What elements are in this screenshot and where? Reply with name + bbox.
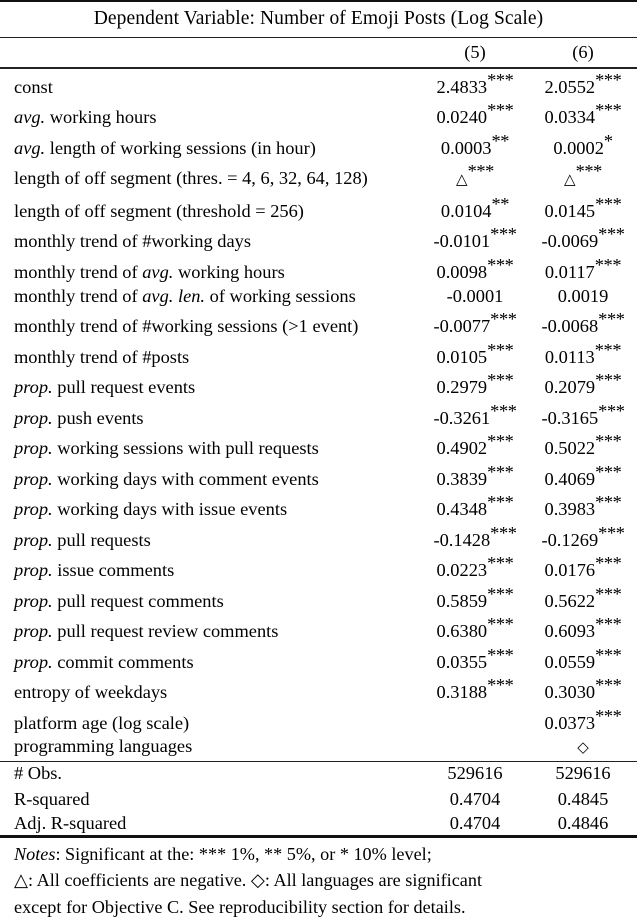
header-spacer bbox=[0, 38, 421, 67]
statistic-col5 bbox=[421, 762, 529, 788]
variable-label-emph: avg. bbox=[14, 107, 46, 128]
coefficient-col6-value: 0.0334 bbox=[544, 107, 596, 128]
variable-label-text: const bbox=[14, 76, 53, 97]
variable-label-text: monthly trend of bbox=[14, 261, 143, 282]
coefficient-col5-value: 0.5859 bbox=[436, 590, 488, 611]
coefficient-col6-value: 0.4069 bbox=[544, 468, 596, 489]
coefficient-col6 bbox=[529, 254, 637, 285]
coefficient-col6-value: 0.5622 bbox=[544, 590, 596, 611]
variable-label-emph: prop. bbox=[14, 621, 53, 642]
coefficient-col5 bbox=[421, 254, 529, 285]
variable-label bbox=[0, 613, 421, 644]
variable-label bbox=[0, 552, 421, 583]
variable-label-text-2: of working sessions bbox=[205, 285, 356, 306]
column-header-5: (5) bbox=[464, 42, 486, 63]
coefficient-col5-significance: *** bbox=[487, 553, 514, 574]
coefficient-col6-significance: *** bbox=[575, 161, 602, 182]
statistic-label: Adj. R-squared bbox=[14, 812, 127, 833]
variable-label bbox=[0, 254, 421, 285]
statistic-col5-value: 0.4704 bbox=[449, 789, 501, 810]
coefficient-col6-value: 0.0373 bbox=[544, 712, 596, 733]
coefficient-col6-significance: *** bbox=[598, 224, 625, 245]
coefficient-col6 bbox=[529, 705, 637, 736]
coefficient-col6-significance: *** bbox=[595, 705, 622, 726]
coefficient-col5 bbox=[421, 400, 529, 431]
statistic-col6 bbox=[529, 812, 637, 836]
variable-label bbox=[0, 400, 421, 431]
variable-label-text: pull request comments bbox=[52, 590, 224, 611]
table-row bbox=[0, 130, 637, 161]
notes-line-2: △: All coefficients are negative. ◇: All languages are significant bbox=[14, 870, 483, 891]
coefficient-col6-value: -0.3165 bbox=[541, 407, 599, 428]
table-row bbox=[0, 522, 637, 553]
coefficient-col5 bbox=[421, 430, 529, 461]
variable-label-text: issue comments bbox=[52, 560, 175, 581]
variable-label-text: monthly trend of #working sessions (>1 event) bbox=[14, 316, 359, 337]
coefficient-col6-value: △ bbox=[564, 172, 576, 189]
coefficient-col6 bbox=[529, 613, 637, 644]
coefficient-col6-value: 0.0176 bbox=[544, 560, 596, 581]
variable-label-emph: prop. bbox=[14, 377, 53, 398]
coefficient-col6-significance: * bbox=[603, 130, 613, 151]
column-header-row bbox=[0, 38, 637, 67]
variable-label bbox=[0, 223, 421, 254]
coefficient-col5-value: 0.4348 bbox=[436, 499, 488, 520]
coefficient-col6-value: 0.3983 bbox=[544, 499, 596, 520]
coefficient-col5 bbox=[421, 308, 529, 339]
coefficient-col5 bbox=[421, 193, 529, 224]
coefficient-col6 bbox=[529, 130, 637, 161]
coefficient-col5-value: 0.4902 bbox=[436, 438, 488, 459]
coefficient-col5-significance: *** bbox=[490, 522, 517, 543]
coefficient-col5 bbox=[421, 369, 529, 400]
coefficient-col6-value: 0.0019 bbox=[557, 285, 609, 306]
coefficient-col6 bbox=[529, 491, 637, 522]
coefficient-col6-value: -0.0069 bbox=[541, 231, 599, 252]
variable-label-emph: avg. bbox=[14, 137, 46, 158]
variable-label-emph: prop. bbox=[14, 560, 53, 581]
coefficient-col5-significance: *** bbox=[487, 675, 514, 696]
coefficient-col5 bbox=[421, 99, 529, 130]
coefficient-col5-significance: *** bbox=[490, 400, 517, 421]
coefficient-col5-significance: *** bbox=[487, 370, 514, 391]
variable-label-text: push events bbox=[52, 407, 144, 428]
column-header-6: (6) bbox=[572, 42, 594, 63]
table-row bbox=[0, 705, 637, 736]
coefficient-col6-significance: *** bbox=[595, 461, 622, 482]
coefficient-col6 bbox=[529, 69, 637, 100]
variable-label bbox=[0, 522, 421, 553]
coefficient-col6-value: 0.3030 bbox=[544, 682, 596, 703]
variable-label-emph: prop. bbox=[14, 499, 53, 520]
coefficient-col5-significance: *** bbox=[487, 614, 514, 635]
variable-label-emph: prop. bbox=[14, 651, 53, 672]
table-row bbox=[0, 735, 637, 761]
variable-label-text: working hours bbox=[45, 107, 157, 128]
coefficient-col6 bbox=[529, 223, 637, 254]
coefficient-col5-significance: *** bbox=[487, 339, 514, 360]
coefficient-col6-significance: *** bbox=[595, 553, 622, 574]
coefficient-col5 bbox=[421, 583, 529, 614]
coefficient-col5-significance: *** bbox=[490, 224, 517, 245]
variable-label-text: pull request events bbox=[52, 377, 196, 398]
statistics-table bbox=[0, 762, 637, 835]
variable-label bbox=[0, 583, 421, 614]
variable-label-text: pull request review comments bbox=[52, 621, 279, 642]
coefficient-col5-value: 0.0355 bbox=[436, 651, 488, 672]
table-row bbox=[0, 613, 637, 644]
variable-label bbox=[0, 160, 421, 193]
coefficient-col6-significance: *** bbox=[595, 583, 622, 604]
variable-label-emph: prop. bbox=[14, 438, 53, 459]
variable-label bbox=[0, 69, 421, 100]
statistic-col6 bbox=[529, 788, 637, 812]
variable-label bbox=[0, 491, 421, 522]
coefficient-col5-significance: *** bbox=[487, 644, 514, 665]
coefficients-table bbox=[0, 38, 637, 67]
table-row bbox=[0, 644, 637, 675]
statistic-col5 bbox=[421, 812, 529, 836]
coefficient-col5-significance: *** bbox=[487, 583, 514, 604]
coefficient-col5-significance: *** bbox=[487, 69, 514, 90]
coefficient-col5-value: 0.0105 bbox=[436, 346, 488, 367]
statistic-col6-value: 0.4846 bbox=[557, 812, 609, 833]
coefficient-col5 bbox=[421, 613, 529, 644]
coefficient-col5 bbox=[421, 160, 529, 193]
coefficient-col6-significance: *** bbox=[595, 69, 622, 90]
variable-label bbox=[0, 369, 421, 400]
statistic-col6 bbox=[529, 762, 637, 788]
coefficient-col6 bbox=[529, 430, 637, 461]
coefficient-col5-significance: ** bbox=[491, 130, 510, 151]
table-notes bbox=[0, 838, 637, 920]
coefficient-col5-value: 0.3839 bbox=[436, 468, 488, 489]
coefficient-col6 bbox=[529, 461, 637, 492]
table-row bbox=[0, 430, 637, 461]
variable-label bbox=[0, 285, 421, 309]
coefficient-col6 bbox=[529, 339, 637, 370]
coefficient-col6-significance: *** bbox=[594, 339, 622, 360]
table-row bbox=[0, 193, 637, 224]
variable-label-text: length of off segment (thres. = 4, 6, 32, 64, 128) bbox=[14, 168, 368, 189]
coefficient-col5-value: 0.2979 bbox=[436, 377, 488, 398]
variable-label bbox=[0, 99, 421, 130]
variable-label-text: pull requests bbox=[52, 529, 151, 550]
coefficient-col6-value: 0.0113 bbox=[544, 346, 595, 367]
coefficient-col6 bbox=[529, 193, 637, 224]
variable-label-text: monthly trend of bbox=[14, 285, 143, 306]
variable-label bbox=[0, 674, 421, 705]
table-row bbox=[0, 674, 637, 705]
variable-label-text: commit comments bbox=[52, 651, 194, 672]
variable-label bbox=[0, 130, 421, 161]
statistic-row bbox=[0, 788, 637, 812]
statistic-col5-value: 529616 bbox=[447, 763, 503, 784]
coefficient-col6-value: ◇ bbox=[577, 740, 589, 757]
coefficient-col6-significance: *** bbox=[594, 254, 622, 275]
variable-label-text: entropy of weekdays bbox=[14, 682, 168, 703]
table-row bbox=[0, 99, 637, 130]
coefficient-col6 bbox=[529, 674, 637, 705]
coefficient-col6-significance: *** bbox=[598, 522, 625, 543]
statistic-row bbox=[0, 812, 637, 836]
coefficient-col5-value: -0.0101 bbox=[433, 231, 491, 252]
coefficient-col5-value: △ bbox=[456, 172, 468, 189]
table-row bbox=[0, 369, 637, 400]
notes-line-3: except for Objective C. See reproducibility section for details. bbox=[14, 896, 466, 917]
coefficient-col6-value: 2.0552 bbox=[544, 76, 596, 97]
coefficient-col6 bbox=[529, 369, 637, 400]
coefficient-col6 bbox=[529, 285, 637, 309]
coefficient-col5-value: 0.6380 bbox=[436, 621, 488, 642]
coefficient-col5-value: -0.0001 bbox=[446, 285, 504, 306]
table-row bbox=[0, 223, 637, 254]
statistic-label: R-squared bbox=[14, 789, 90, 810]
table-row bbox=[0, 339, 637, 370]
coefficient-col6 bbox=[529, 308, 637, 339]
coefficient-col6-significance: *** bbox=[595, 431, 622, 452]
statistic-row bbox=[0, 762, 637, 788]
coefficient-col6-value: 0.0145 bbox=[544, 200, 596, 221]
table-row bbox=[0, 285, 637, 309]
coefficient-col5 bbox=[421, 735, 529, 761]
table-row bbox=[0, 69, 637, 100]
coefficient-col5-significance: *** bbox=[467, 161, 494, 182]
variable-label bbox=[0, 430, 421, 461]
variable-label bbox=[0, 193, 421, 224]
coefficient-col5 bbox=[421, 461, 529, 492]
variable-label bbox=[0, 735, 421, 761]
coefficient-col6-value: 0.0117 bbox=[544, 261, 595, 282]
notes-line-1 bbox=[14, 841, 637, 868]
table-row bbox=[0, 160, 637, 193]
coefficient-col5 bbox=[421, 674, 529, 705]
coefficient-col5-value: 2.4833 bbox=[436, 76, 488, 97]
table-row bbox=[0, 583, 637, 614]
coefficient-col6-value: -0.1269 bbox=[541, 529, 599, 550]
variable-label bbox=[0, 339, 421, 370]
variable-label-emph: prop. bbox=[14, 529, 53, 550]
coefficient-col5-value: -0.1428 bbox=[433, 529, 491, 550]
coefficient-col5-value: 0.0003 bbox=[440, 137, 492, 158]
coefficient-col5-significance: ** bbox=[491, 193, 510, 214]
coefficients-body bbox=[0, 69, 637, 761]
coefficient-col6-value: -0.0068 bbox=[541, 316, 599, 337]
coefficient-col5-value: -0.3261 bbox=[433, 407, 491, 428]
coefficient-col6-significance: *** bbox=[598, 309, 625, 330]
coefficient-col6 bbox=[529, 735, 637, 761]
coefficient-col5 bbox=[421, 339, 529, 370]
coefficient-col5 bbox=[421, 491, 529, 522]
variable-label-emph: prop. bbox=[14, 468, 53, 489]
notes-line-1-rest: : Significant at the: *** 1%, ** 5%, or * 10% level; bbox=[55, 843, 432, 864]
coefficient-col6 bbox=[529, 99, 637, 130]
coefficient-col5-value: 0.0223 bbox=[436, 560, 488, 581]
variable-label bbox=[0, 308, 421, 339]
coefficient-col6 bbox=[529, 160, 637, 193]
table-caption: Dependent Variable: Number of Emoji Posts (Log Scale) bbox=[93, 8, 544, 30]
coefficient-col6-significance: *** bbox=[595, 675, 622, 696]
coefficient-col5-significance: *** bbox=[487, 492, 514, 513]
table-row bbox=[0, 552, 637, 583]
coefficient-col6-value: 0.6093 bbox=[544, 621, 596, 642]
variable-label bbox=[0, 705, 421, 736]
table-row bbox=[0, 461, 637, 492]
coefficient-col5 bbox=[421, 552, 529, 583]
variable-label-text: length of working sessions (in hour) bbox=[45, 137, 316, 158]
variable-label-text: monthly trend of #posts bbox=[14, 346, 190, 367]
variable-label-emph-2: avg. len. bbox=[142, 285, 206, 306]
coefficient-col6-significance: *** bbox=[595, 614, 622, 635]
coefficient-col6 bbox=[529, 644, 637, 675]
coefficient-col5 bbox=[421, 69, 529, 100]
coefficient-col6 bbox=[529, 522, 637, 553]
variable-label bbox=[0, 461, 421, 492]
coefficient-col6-significance: *** bbox=[595, 644, 622, 665]
coefficient-col5 bbox=[421, 130, 529, 161]
coefficient-col5-value: 0.0240 bbox=[436, 107, 488, 128]
coefficient-col6-significance: *** bbox=[595, 193, 622, 214]
coefficient-col6 bbox=[529, 583, 637, 614]
statistic-col6-value: 529616 bbox=[555, 763, 611, 784]
coefficient-col5-value: 0.0098 bbox=[436, 261, 488, 282]
coefficient-col5-significance: *** bbox=[487, 431, 514, 452]
table-row bbox=[0, 254, 637, 285]
coefficient-col5-significance: *** bbox=[487, 461, 514, 482]
variable-label-text: working days with comment events bbox=[52, 468, 319, 489]
variable-label-text: working days with issue events bbox=[52, 499, 288, 520]
coefficient-col6-significance: *** bbox=[595, 100, 622, 121]
coefficient-col6-significance: *** bbox=[595, 492, 622, 513]
coefficient-col6 bbox=[529, 400, 637, 431]
table-row bbox=[0, 400, 637, 431]
coefficient-col5-significance: *** bbox=[487, 100, 514, 121]
coefficient-col6-value: 0.5022 bbox=[544, 438, 596, 459]
variable-label-text: monthly trend of #working days bbox=[14, 231, 252, 252]
coefficient-col5 bbox=[421, 522, 529, 553]
variable-label-text: working sessions with pull requests bbox=[52, 438, 319, 459]
coefficient-col5-value: 0.0104 bbox=[440, 200, 492, 221]
coefficient-col6 bbox=[529, 552, 637, 583]
coefficient-col5 bbox=[421, 285, 529, 309]
table-row bbox=[0, 491, 637, 522]
coefficient-col5 bbox=[421, 223, 529, 254]
coefficient-col6-significance: *** bbox=[598, 400, 625, 421]
statistic-label: # Obs. bbox=[14, 763, 63, 784]
coefficient-col5-value: 0.3188 bbox=[436, 682, 488, 703]
table-row bbox=[0, 308, 637, 339]
statistic-col5 bbox=[421, 788, 529, 812]
coefficient-col6-value: 0.2079 bbox=[544, 377, 596, 398]
coefficient-col6-value: 0.0002 bbox=[553, 137, 604, 158]
coefficient-col5 bbox=[421, 705, 529, 736]
variable-label-emph-2: avg. bbox=[142, 261, 174, 282]
statistic-col6-value: 0.4845 bbox=[557, 789, 609, 810]
coefficient-col6-value: 0.0559 bbox=[544, 651, 596, 672]
statistic-col5-value: 0.4704 bbox=[449, 812, 501, 833]
coefficient-col5 bbox=[421, 644, 529, 675]
coefficient-col5-significance: *** bbox=[490, 309, 517, 330]
variable-label-emph: prop. bbox=[14, 407, 53, 428]
coefficient-col6-significance: *** bbox=[595, 370, 622, 391]
variable-label-text: programming languages bbox=[14, 736, 193, 757]
variable-label-text: length of off segment (threshold = 256) bbox=[14, 200, 304, 221]
notes-label: Notes bbox=[14, 843, 56, 864]
variable-label-text: platform age (log scale) bbox=[14, 712, 190, 733]
variable-label bbox=[0, 644, 421, 675]
coefficient-col5-significance: *** bbox=[487, 254, 514, 275]
variable-label-text-2: working hours bbox=[173, 261, 285, 282]
coefficient-col5-value: -0.0077 bbox=[433, 316, 491, 337]
variable-label-emph: prop. bbox=[14, 590, 53, 611]
